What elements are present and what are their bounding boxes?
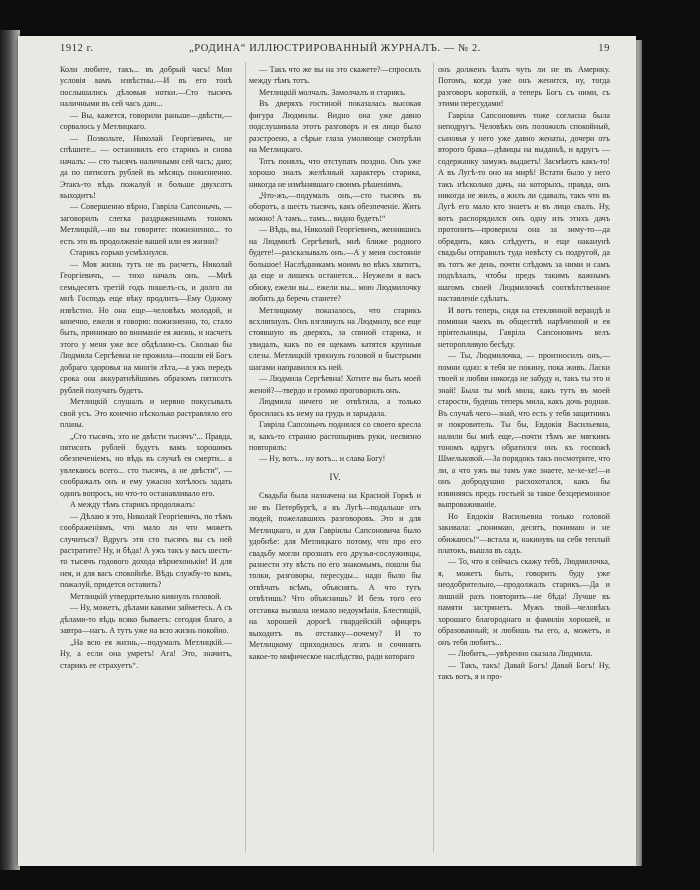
paragraph: — Ну, вотъ... ну вотъ... и слава Богу! <box>259 454 386 464</box>
paragraph: онъ долженъ ѣхать чуть ли не въ Америку. Потомъ, когда уже онъ женится, ну, тогда разговоръ короткій, а теперь Богъ съ ними, съ этими пересудами! <box>438 65 610 109</box>
paragraph: Людмила ничего не отвѣтила, а только бросилась къ нему на грудь и зарыдала. <box>249 397 421 418</box>
paragraph: — Ну, можетъ, дѣлами какими займетесь. А съ дѣлами-то вѣдь всяко бываетъ: сегодня благо, а завтра—нагъ. А тутъ уже на всю жизнь покойно. <box>60 603 232 636</box>
header-year: 1912 г. <box>60 43 94 54</box>
paragraph: — Людмила Сергѣевна! Хотите вы быть моей женой?—твердо и громко проговорилъ онъ. <box>249 374 421 395</box>
paragraph: Метлицкій молчалъ. Замолчалъ и старикъ. <box>259 87 406 97</box>
page-edge <box>636 40 642 866</box>
paragraph: Старикъ горько усмѣхнулся. <box>70 248 169 258</box>
paragraph: — Любитъ,—увѣренно сказала Людмила. <box>448 649 593 659</box>
paragraph: — Позвольте, Николай Георгіевичъ, не спѣшите... — остановилъ его старикъ и снова началъ: — сто тысячъ наличными сей часъ; даю; да по пятисотъ рублей въ мѣсяцъ пожизненно. Этакъ-то вѣдь пожалуй и больше двухсотъ выходитъ! <box>60 133 232 200</box>
paragraph: — То, что я сейчасъ скажу тебѣ, Людмилочка, я, можетъ быть, говорить буду уже неодобрительно,—продолжалъ старикъ.—Да и лишній разъ повторить—не бѣда! Лучше въ памяти застрянетъ. Мужъ твой—человѣкъ хорошаго благороднаго и фамиліи хорошей, и образованный; и любишь ты его, а, можетъ, и онъ тебя любитъ... <box>438 557 610 647</box>
paragraph: Гавріла Сапсоновичъ тоже согласна была неподругъ. Человѣкъ онъ положилъ спокойный, сыновья у него уже давно женаты, дочери отъ второго брака—дѣвицы на выданьѣ, и вдругъ —содержанку замужъ выдаетъ! Засмѣютъ какъ-то! А въ Лугѣ-то оно на мирѣ! Встати было у него такъ нѣсколько дачъ, на которыхъ, правда, онъ никогда не жилъ, а жилъ ли сдавалъ, такъ что въ Лугѣ его мало кто знаетъ и въ лицо свалъ. Ну, вотъ распорядился онъ одну изъ этихъ дачъ протопить—проверила она за зиму-то—да обрядить, какъ слѣдуетъ, и еще наканунѣ свадьбы отправилъ туда невѣсту съ подругой, да въ тотъ же день, почти слѣдомъ за ними и самъ подъѣхалъ, чтобы предъ такимъ важнымъ шагомъ своей Людмилочкѣ соотвѣтственное наставленіе сдѣлать. <box>438 110 610 304</box>
chapter-heading: IV. <box>329 472 341 483</box>
text-columns <box>60 64 610 859</box>
header-title: „РОДИНА“ ИЛЛЮСТРИРОВАННЫЙ ЖУРНАЛЪ. — № 2. <box>188 43 482 54</box>
paragraph: — Дѣлаю я это, Николай Георгіевичъ, по тѣмъ соображеніямъ, что мало ли что можетъ случиться? Вдругъ эти сто тысячъ вы съ ней растратите? Ну, и бѣда! А ужъ такъ у васъ шесть-то тысячъ годового дохода вѣрнехонькіи! И для нея, и для васъ спокойнѣе. Вѣдь службу-то вамъ, пожалуй, придется оставить? <box>60 511 232 590</box>
text-column-2 <box>249 64 421 859</box>
book-binding <box>0 30 20 870</box>
text-column-1 <box>60 64 232 859</box>
paragraph: Въ дверяхъ гостиной показалась высокая фигура Людмилы. Видно она уже давно подслушивала этотъ разговоръ и ея лицо было разстроено, а сѣрые глаза умоляюще смотрѣли на Метлицкаго. <box>249 99 421 155</box>
paragraph: — Моя жизнь тутъ не въ расчетъ, Николай Георгіевичъ, — тихо началъ онъ. —Мнѣ семьдесятъ третій годъ пошелъ-съ, и долго ли мнѣ Господь еще вѣку продлитъ—Ему Одному извѣстно. Но она еще—человѣкъ молодой, и конечно, ежели я говорю: пожизненно, то, стало быть, принимаю во вниманіе ея жизнь, и насчетъ этого у меня уже все обдѣлано-съ. Сколько бы Людмила Сергѣевна не прожила—пошли ей Богъ добраго здоровья на многія лѣта,—а ужъ передъ срока она аккуратнѣйшимъ образомъ пятисотъ рублей получать будетъ. <box>60 259 232 395</box>
paragraph: — Такъ что же вы на это скажете?—спросилъ между тѣмъ тотъ. <box>249 65 421 86</box>
paragraph: Метлицкій утвердительно кивнулъ головой. <box>70 591 222 601</box>
page-number: 19 <box>598 43 610 54</box>
paragraph: — Вы, кажется, говорили раньше—двѣсти,—сорвалось у Метлицкаго. <box>60 110 232 132</box>
running-header <box>60 43 610 57</box>
paragraph: „На всю ея жизнь,—подумалъ Метлицкій.— Ну, а если она умретъ! Ага! Это, значитъ, старикъ ее страхуетъ“. <box>60 637 232 670</box>
paragraph: — Такъ, такъ! Давай Богъ! Давай Богъ! Ну, такъ вотъ, я и про- <box>438 660 610 682</box>
paragraph: И вотъ теперь, сидя на стеклянной верандѣ и поминая чаекъ въ обществѣ нарѣченной и ея пріятельницы, Гавріла Сапсоновичъ велъ неторопливую бесѣду. <box>438 305 610 349</box>
paragraph: „Что-жъ,—подумалъ онъ,—сто тысячъ въ оборотъ, а шесть тысячъ, какъ обезпеченіе. Жить можно! А тамъ... тамъ... видно будетъ!“ <box>249 190 421 223</box>
paragraph: Метлицкому показалось, что старикъ всхлипнулъ. Онъ взглянулъ на Людмилу, все еще стоявшую въ дверяхъ, за спиной старика, и увидалъ, какъ по ея щекамъ катятся крупныя слезы. Метлицкій тряхнулъ головой и быстрыми шагами направился къ ней. <box>249 305 421 372</box>
paragraph: А между тѣмъ старикъ продолжалъ: <box>70 500 195 510</box>
paragraph: Но Евдокія Васильевна только головой закивала: „понимаю, десятъ, понимаю и не обижаюсь!“—встала и, накинувъ на себя теплый платокъ, вышла въ садъ. <box>438 511 610 556</box>
paragraph: „Сто тысячъ, это не двѣсти тысячъ“... Правда, пятисотъ рублей будутъ вамъ хорошимъ обезпеченіемъ, но вѣдь въ случаѣ ея смерти... а увлекаюсь всего... сто тысячъ, а не двѣсти“, — соображалъ онъ и ему ужасно хотѣлось задать одинъ вопросъ, но что-то останавливало его. <box>60 431 232 498</box>
paragraph: — Вѣдь, вы, Николай Георгіевичъ, женившись на Людмилѣ Сергѣевнѣ, мнѣ ближе родного будете!—разсказывалъ онъ.—А у меня состояніе большое! Наслѣдникамъ моимъ во вѣкъ хватитъ, да еще и лишекъ останется... Неужели я васъ обижу, ежели вы... ежели вы... мою Людмилочку любить да беречь станете? <box>249 225 421 304</box>
paragraph: Коли любите, такъ... въ добрый часъ! Мои условія вамъ извѣстны.—И въ его тонѣ послышались дѣловыя нотки.—Сто тысячъ наличными въ сей часъ даю... <box>60 65 232 109</box>
text-column-3 <box>438 64 610 859</box>
paragraph: Свадьба была назначена на Красной Горкѣ и не въ Петербургѣ, а въ Лугѣ—подальше отъ людей, пожелавшихъ разговоровъ. Это и для Метлицкаго, и для Гавріилы Сапсоновича было удобнѣе: для Метлицкаго потому, что про его свадьбу могли прознать его друзья-сослуживцы, разнести эту вѣсть по его знакомымъ, пошли бы толки, разговоры, пересуды... надо было бы отвѣчать всѣмъ, объяснять. А что тутъ отвѣтишь? Что объяснишь? И безъ того его отставка вызвала немало недоумѣнія. Блестящій, на хорошей дорогѣ гвардейскій офицеръ выходитъ въ отставку—почему? И то Метлицкому приходилось лгать и сочинять какое-то мифическое наслѣдство, ради котораго <box>249 491 421 661</box>
paragraph: — Совершенно вѣрно, Гавріла Сапсонычъ, — заговорилъ слегка раздраженнымъ тономъ Метлицкій,—но вы говорите: пожизненно... то есть это въ продолженіе вашей или ея жизни? <box>60 202 232 246</box>
paragraph: Гавріла Сапсонычъ поднялся со своего кресла и, какъ-то странно растопыривъ руки, несвязно повторялъ: <box>249 420 421 452</box>
paragraph: Тотъ понялъ, что отступать поздно. Онъ уже хорошо зналъ желѣзный характеръ старика, никогда не измѣнявшаго своимъ рѣшеніямъ. <box>249 156 421 189</box>
paragraph: — Ты, Людмилочка, — произносилъ онъ,—помни одно: я тебя не покину, пока живъ. Ласки твоей и любви никогда не забуду и, такъ ты это и знай! Была ты мнѣ мила, какъ тутъ въ моей старости, будешь теперь мила, какъ дочь родная. Въ случаѣ чего—знай, что есть у тебя защитникъ и покровитель. Ты бы, Евдокія Васильевна, налили бы мнѣ еще,—почти тѣмъ же мягкимъ тономъ вдругъ обратился онъ къ госпожѣ Шмельковой.—За порядокъ такъ посмотрите, что ли, а что ужъ вы тамъ уже знаете, хе-хе-хе!—и онъ добродушно расхохотался, какъ бы извиняясь предъ гостьей за такое безцеремонное выпроваживаніе. <box>438 351 610 510</box>
paragraph: Метлицкій слушалъ и нервно покусывалъ свой усъ. Это конечно нѣсколько растравляло его планы. <box>60 397 232 430</box>
